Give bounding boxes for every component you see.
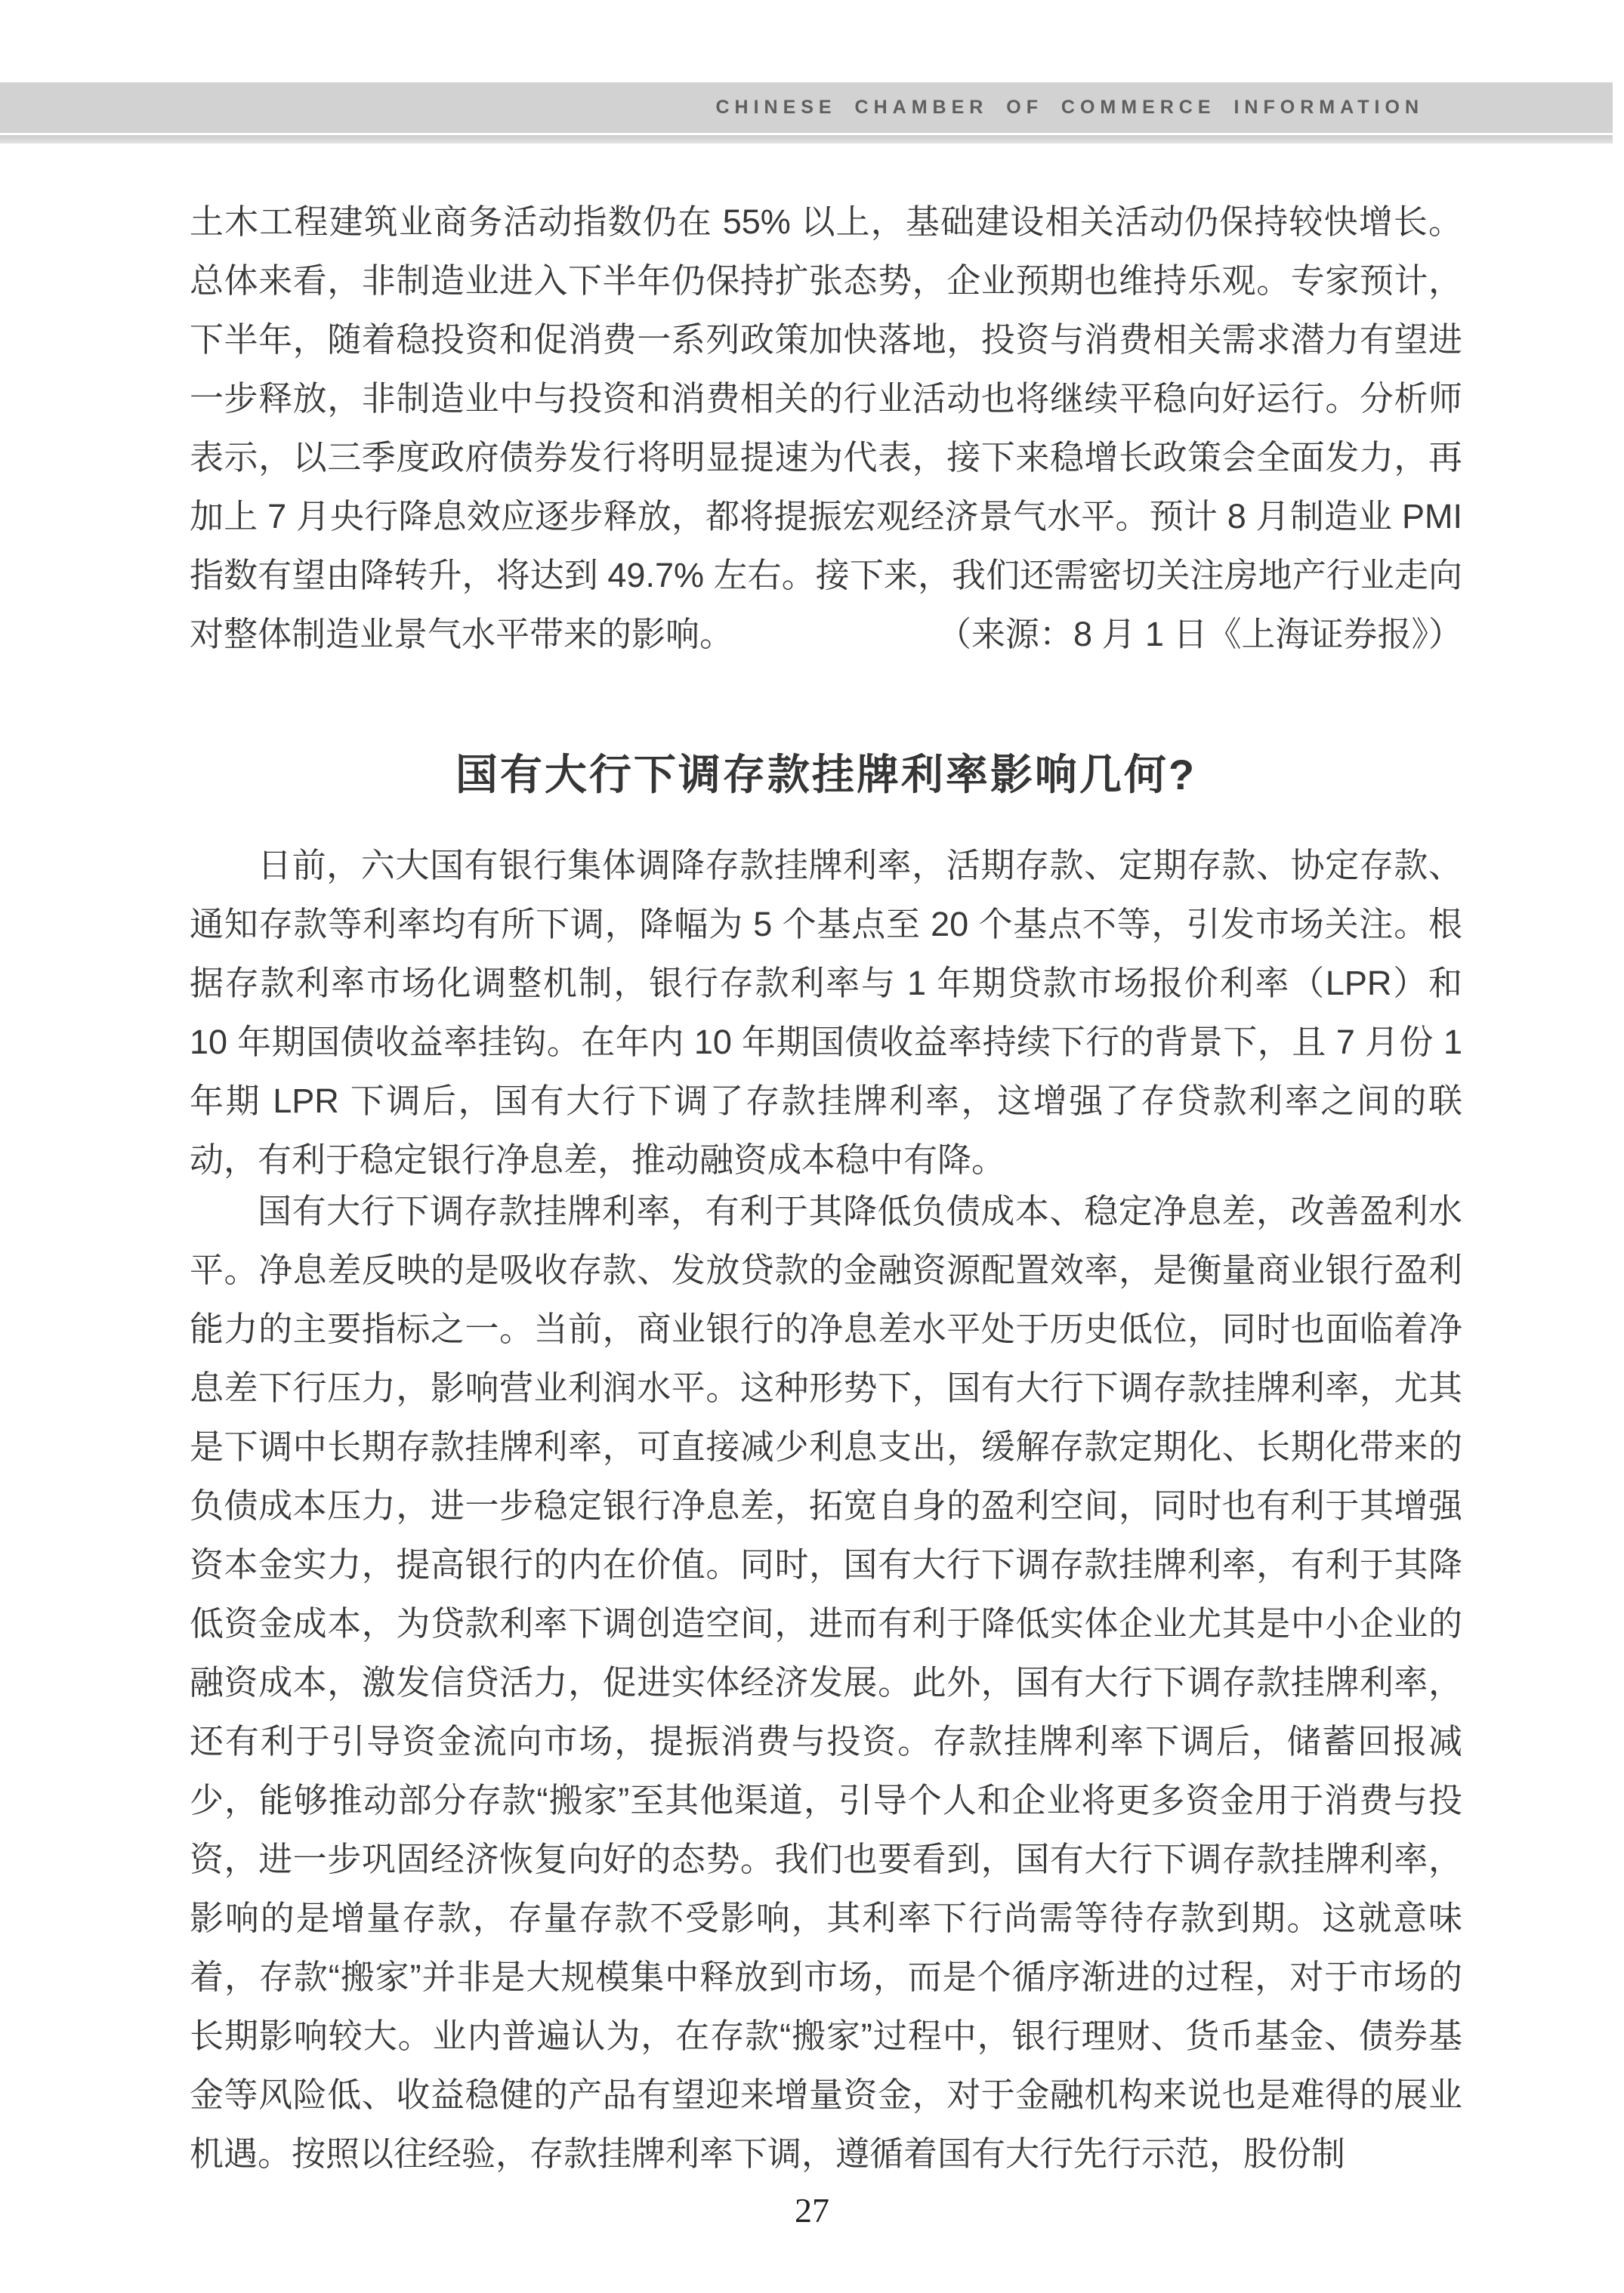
article2-paragraph-2: 国有大行下调存款挂牌利率，有利于其降低负债成本、稳定净息差，改善盈利水平。净息差反映的是吸收存款、发放贷款的金融资源配置效率，是衡量商业银行盈利能力的主要指标之一。当前，商业银行的净息差水平处于历史低位，同时也面临着净息差下行压力，影响营业利润水平。这种形势下，国有大行下调存款挂牌利率，尤其是下调中长期存款挂牌利率，可直接减少利息支出，缓解存款定期化、长期化带来的负债成本压力，进一步稳定银行净息差，拓宽自身的盈利空间，同时也有利于其增强资本金实力，提高银行的内在价值。同时，国有大行下调存款挂牌利率，有利于其降低资金成本，为贷款利率下调创造空间，进而有利于降低实体企业尤其是中小企业的融资成本，激发信贷活力，促进实体经济发展。此外，国有大行下调存款挂牌利率，还有利于引导资金流向市场，提振消费与投资。存款挂牌利率下调后，储蓄回报减少，能够推动部分存款“搬家”至其他渠道，引导个人和企业将更多资金用于消费与投资，进一步巩固经济恢复向好的态势。我们也要看到，国有大行下调存款挂牌利率，影响的是增量存款，存量存款不受影响，其利率下行尚需等待存款到期。这就意味着，存款“搬家”并非是大规模集中释放到市场，而是个循序渐进的过程，对于市场的长期影响较大。业内普遍认为，在存款“搬家”过程中，银行理财、货币基金、债券基金等风险低、收益稳健的产品有望迎来增量资金，对于金融机构来说也是难得的展业机遇。按照以往经验，存款挂牌利率下调，遵循着国有大行先行示范，股份制 [190,1192,1462,2173]
article2-paragraph-1: 日前，六大国有银行集体调降存款挂牌利率，活期存款、定期存款、协定存款、通知存款等利率均有所下调，降幅为 5 个基点至 20 个基点不等，引发市场关注。根据存款利率市场化调整机制，银行存款利率与 1 年期贷款市场报价利率（LPR）和 10 年期国债收益率挂钩。在年内 10 年期国债收益率持续下行的背景下，且 7 月份 1 年期 LPR 下调后，国有大行下调了存款挂牌利率，这增强了存贷款利率之间的联动，有利于稳定银行净息差，推动融资成本稳中有降。 [190,846,1462,1179]
header-band [0,82,1613,133]
article2-title: 国有大行下调存款挂牌利率影响几何? [455,751,1197,798]
page-number: 27 [795,2191,829,2230]
header-rule [0,135,1613,144]
article1-source-line: （来源：8 月 1 日《上海证券报》） [937,615,1462,653]
article1-paragraph: 土木工程建筑业商务活动指数仍在 55% 以上，基础建设相关活动仍保持较快增长。总体来看，非制造业进入下半年仍保持扩张态势，企业预期也维持乐观。专家预计，下半年，随着稳投资和促消费一系列政策加快落地，投资与消费相关需求潜力有望进一步释放，非制造业中与投资和消费相关的行业活动也将继续平稳向好运行。分析师表示，以三季度政府债券发行将明显提速为代表，接下来稳增长政策会全面发力，再加上 7 月央行降息效应逐步释放，都将提振宏观经济景气水平。预计 8 月制造业 PMI 指数有望由降转升，将达到 49.7% 左右。接下来，我们还需密切关注房地产行业走向对整体制造业景气水平带来的影响。 [190,202,1462,653]
header-title: CHINESE CHAMBER OF COMMERCE INFORMATION [715,97,1424,118]
